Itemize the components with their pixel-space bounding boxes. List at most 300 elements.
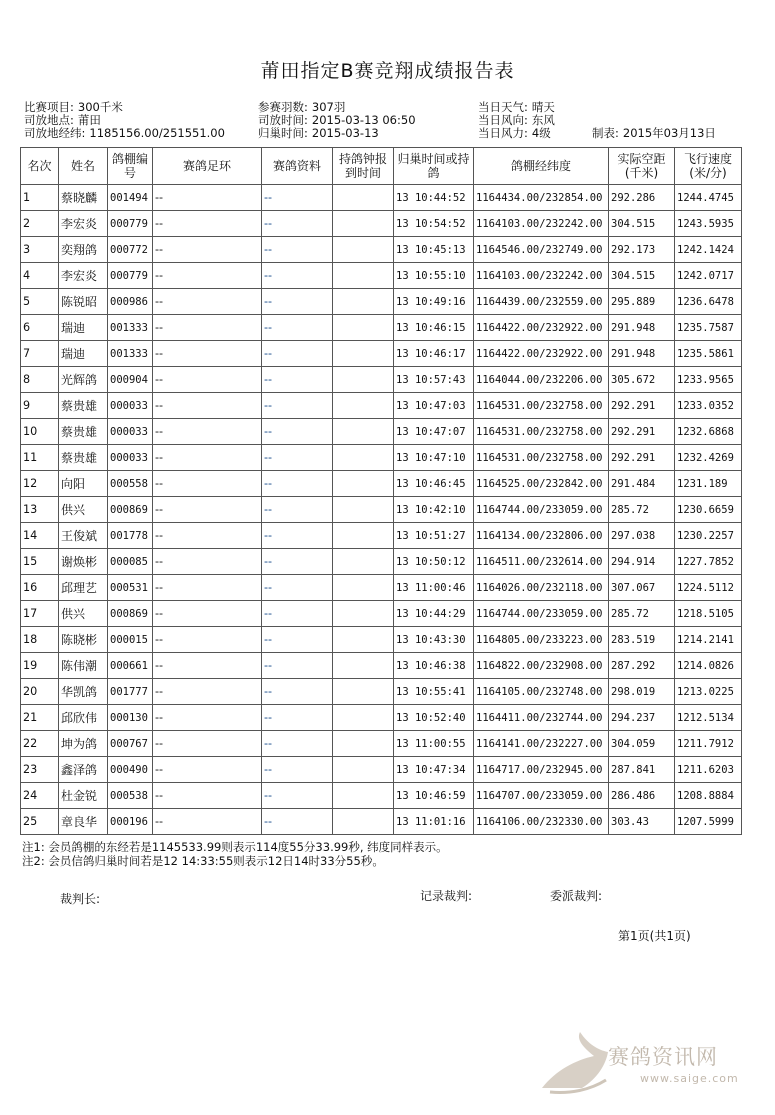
cell-ring: -- xyxy=(153,809,262,835)
cell-time: 13 10:43:30 xyxy=(394,627,474,653)
coord-info xyxy=(24,127,225,140)
cell-time: 13 10:44:52 xyxy=(394,185,474,211)
cell-dist: 294.237 xyxy=(609,705,675,731)
cell-coord: 1164707.00/233059.00 xyxy=(474,783,609,809)
cell-speed: 1207.5999 xyxy=(675,809,742,835)
cell-loft: 000904 xyxy=(108,367,153,393)
cell-rank: 12 xyxy=(21,471,59,497)
cell-speed: 1230.6659 xyxy=(675,497,742,523)
cell-clock xyxy=(333,315,394,341)
cell-dist: 298.019 xyxy=(609,679,675,705)
cell-info: -- xyxy=(262,289,333,315)
assigned-judge-label: 委派裁判: xyxy=(550,889,603,903)
cell-coord: 1164106.00/232330.00 xyxy=(474,809,609,835)
cell-info: -- xyxy=(262,757,333,783)
cell-name: 鑫泽鸽 xyxy=(59,757,108,783)
cell-dist: 305.672 xyxy=(609,367,675,393)
results-table xyxy=(20,147,742,835)
cell-coord: 1164434.00/232854.00 xyxy=(474,185,609,211)
cell-time: 13 10:51:27 xyxy=(394,523,474,549)
cell-speed: 1242.0717 xyxy=(675,263,742,289)
table-row xyxy=(21,809,742,835)
cell-time: 13 11:00:46 xyxy=(394,575,474,601)
cell-ring: -- xyxy=(153,211,262,237)
cell-ring: -- xyxy=(153,445,262,471)
cell-time: 13 10:57:43 xyxy=(394,367,474,393)
cell-dist: 292.286 xyxy=(609,185,675,211)
cell-dist: 287.292 xyxy=(609,653,675,679)
return-value: 2015-03-13 xyxy=(311,126,379,140)
table-row xyxy=(21,705,742,731)
cell-rank: 9 xyxy=(21,393,59,419)
cell-time: 13 10:46:45 xyxy=(394,471,474,497)
cell-clock xyxy=(333,757,394,783)
cell-info: -- xyxy=(262,549,333,575)
cell-ring: -- xyxy=(153,731,262,757)
header-speed: 飞行速度(米/分) xyxy=(675,148,742,185)
cell-speed: 1243.5935 xyxy=(675,211,742,237)
cell-info: -- xyxy=(262,705,333,731)
weather-value: 晴天 xyxy=(531,100,555,114)
table-row xyxy=(21,731,742,757)
cell-ring: -- xyxy=(153,757,262,783)
cell-loft: 000085 xyxy=(108,549,153,575)
cell-clock xyxy=(333,783,394,809)
cell-loft: 000661 xyxy=(108,653,153,679)
cell-clock xyxy=(333,523,394,549)
cell-coord: 1164546.00/232749.00 xyxy=(474,237,609,263)
table-row xyxy=(21,367,742,393)
cell-ring: -- xyxy=(153,471,262,497)
cell-ring: -- xyxy=(153,601,262,627)
cell-coord: 1164103.00/232242.00 xyxy=(474,263,609,289)
cell-loft: 000490 xyxy=(108,757,153,783)
place-value: 莆田 xyxy=(77,113,101,127)
cell-clock xyxy=(333,393,394,419)
cell-coord: 1164134.00/232806.00 xyxy=(474,523,609,549)
cell-info: -- xyxy=(262,419,333,445)
cell-rank: 8 xyxy=(21,367,59,393)
birds-label: 参赛羽数: xyxy=(258,100,308,114)
cell-coord: 1164531.00/232758.00 xyxy=(474,445,609,471)
cell-loft: 000779 xyxy=(108,263,153,289)
cell-info: -- xyxy=(262,731,333,757)
cell-loft: 000772 xyxy=(108,237,153,263)
cell-ring: -- xyxy=(153,289,262,315)
cell-rank: 18 xyxy=(21,627,59,653)
cell-dist: 295.889 xyxy=(609,289,675,315)
cell-info: -- xyxy=(262,601,333,627)
table-row xyxy=(21,315,742,341)
table-row xyxy=(21,497,742,523)
cell-clock xyxy=(333,445,394,471)
cell-speed: 1235.5861 xyxy=(675,341,742,367)
coord-label: 司放地经纬: xyxy=(24,126,86,140)
cell-clock xyxy=(333,601,394,627)
place-label: 司放地点: xyxy=(24,113,74,127)
table-row xyxy=(21,445,742,471)
cell-name: 供兴 xyxy=(59,497,108,523)
cell-info: -- xyxy=(262,185,333,211)
wind-force-value: 4级 xyxy=(531,126,551,140)
cell-time: 13 10:50:12 xyxy=(394,549,474,575)
cell-time: 13 10:46:38 xyxy=(394,653,474,679)
cell-loft: 000033 xyxy=(108,445,153,471)
table-row xyxy=(21,211,742,237)
cell-coord: 1164439.00/232559.00 xyxy=(474,289,609,315)
cell-time: 13 10:47:34 xyxy=(394,757,474,783)
cell-clock xyxy=(333,211,394,237)
cell-dist: 294.914 xyxy=(609,549,675,575)
cell-loft: 000538 xyxy=(108,783,153,809)
cell-rank: 15 xyxy=(21,549,59,575)
table-row xyxy=(21,341,742,367)
cell-rank: 23 xyxy=(21,757,59,783)
cell-loft: 000033 xyxy=(108,419,153,445)
cell-dist: 292.291 xyxy=(609,393,675,419)
cell-info: -- xyxy=(262,627,333,653)
cell-rank: 22 xyxy=(21,731,59,757)
cell-time: 13 11:01:16 xyxy=(394,809,474,835)
cell-dist: 285.72 xyxy=(609,601,675,627)
cell-name: 李宏炎 xyxy=(59,263,108,289)
cell-name: 谢焕彬 xyxy=(59,549,108,575)
cell-loft: 000558 xyxy=(108,471,153,497)
cell-rank: 21 xyxy=(21,705,59,731)
cell-dist: 297.038 xyxy=(609,523,675,549)
cell-info: -- xyxy=(262,315,333,341)
cell-clock xyxy=(333,653,394,679)
table-row xyxy=(21,289,742,315)
cell-dist: 286.486 xyxy=(609,783,675,809)
cell-name: 邱欣伟 xyxy=(59,705,108,731)
cell-speed: 1214.2141 xyxy=(675,627,742,653)
cell-name: 邱理艺 xyxy=(59,575,108,601)
cell-name: 陈伟潮 xyxy=(59,653,108,679)
cell-speed: 1231.189 xyxy=(675,471,742,497)
wind-force-info xyxy=(478,127,551,140)
cell-dist: 292.291 xyxy=(609,445,675,471)
cell-info: -- xyxy=(262,523,333,549)
cell-info: -- xyxy=(262,393,333,419)
cell-coord: 1164511.00/232614.00 xyxy=(474,549,609,575)
cell-coord: 1164105.00/232748.00 xyxy=(474,679,609,705)
cell-clock xyxy=(333,705,394,731)
cell-rank: 24 xyxy=(21,783,59,809)
cell-time: 13 10:46:15 xyxy=(394,315,474,341)
table-row xyxy=(21,419,742,445)
cell-name: 瑞迪 xyxy=(59,341,108,367)
cell-dist: 285.72 xyxy=(609,497,675,523)
header-rank: 名次 xyxy=(21,148,59,185)
watermark-text: 赛鸽资讯网 xyxy=(608,1045,718,1069)
cell-clock xyxy=(333,679,394,705)
cell-speed: 1224.5112 xyxy=(675,575,742,601)
cell-name: 杜金锐 xyxy=(59,783,108,809)
cell-coord: 1164422.00/232922.00 xyxy=(474,341,609,367)
cell-name: 蔡晓麟 xyxy=(59,185,108,211)
watermark-url: www.saige.com xyxy=(640,1072,739,1085)
cell-dist: 291.484 xyxy=(609,471,675,497)
cell-rank: 14 xyxy=(21,523,59,549)
cell-loft: 001333 xyxy=(108,315,153,341)
page-indicator: 第1页(共1页) xyxy=(618,929,691,943)
note-1: 注1: 会员鸽棚的东经若是1145533.99则表示114度55分33.99秒, 纬度同样表示。 xyxy=(22,840,448,854)
cell-loft: 000869 xyxy=(108,497,153,523)
cell-name: 向阳 xyxy=(59,471,108,497)
cell-name: 供兴 xyxy=(59,601,108,627)
wind-dir-value: 东风 xyxy=(531,113,555,127)
cell-rank: 17 xyxy=(21,601,59,627)
cell-clock xyxy=(333,367,394,393)
cell-name: 陈晓彬 xyxy=(59,627,108,653)
table-row xyxy=(21,471,742,497)
cell-ring: -- xyxy=(153,263,262,289)
cell-time: 13 10:52:40 xyxy=(394,705,474,731)
cell-rank: 5 xyxy=(21,289,59,315)
cell-rank: 6 xyxy=(21,315,59,341)
cell-info: -- xyxy=(262,341,333,367)
recorder-judge-label: 记录裁判: xyxy=(420,889,473,903)
cell-ring: -- xyxy=(153,575,262,601)
cell-rank: 7 xyxy=(21,341,59,367)
cell-clock xyxy=(333,471,394,497)
cell-loft: 000767 xyxy=(108,731,153,757)
cell-loft: 001778 xyxy=(108,523,153,549)
cell-name: 王俊斌 xyxy=(59,523,108,549)
cell-clock xyxy=(333,627,394,653)
cell-speed: 1227.7852 xyxy=(675,549,742,575)
cell-time: 13 10:42:10 xyxy=(394,497,474,523)
cell-clock xyxy=(333,237,394,263)
cell-speed: 1211.6203 xyxy=(675,757,742,783)
cell-clock xyxy=(333,419,394,445)
cell-info: -- xyxy=(262,783,333,809)
cell-loft: 000015 xyxy=(108,627,153,653)
cell-time: 13 10:49:16 xyxy=(394,289,474,315)
made-value: 2015年03月13日 xyxy=(622,126,716,140)
cell-speed: 1233.0352 xyxy=(675,393,742,419)
cell-ring: -- xyxy=(153,237,262,263)
cell-info: -- xyxy=(262,367,333,393)
cell-info: -- xyxy=(262,653,333,679)
header-ring: 赛鸽足环 xyxy=(153,148,262,185)
cell-speed: 1242.1424 xyxy=(675,237,742,263)
cell-info: -- xyxy=(262,211,333,237)
cell-info: -- xyxy=(262,263,333,289)
cell-clock xyxy=(333,497,394,523)
weather-label: 当日天气: xyxy=(478,100,528,114)
cell-loft: 000033 xyxy=(108,393,153,419)
cell-loft: 000196 xyxy=(108,809,153,835)
table-row xyxy=(21,627,742,653)
report-title: 莆田指定B赛竞翔成绩报告表 xyxy=(260,60,515,82)
cell-dist: 287.841 xyxy=(609,757,675,783)
made-info xyxy=(592,127,716,140)
cell-rank: 1 xyxy=(21,185,59,211)
cell-coord: 1164822.00/232908.00 xyxy=(474,653,609,679)
cell-name: 华凯鸽 xyxy=(59,679,108,705)
header-time: 归巢时间或持鸽 xyxy=(394,148,474,185)
cell-name: 蔡贵雄 xyxy=(59,445,108,471)
cell-time: 13 10:55:10 xyxy=(394,263,474,289)
table-row xyxy=(21,237,742,263)
cell-coord: 1164026.00/232118.00 xyxy=(474,575,609,601)
header-name: 姓名 xyxy=(59,148,108,185)
table-row xyxy=(21,263,742,289)
cell-speed: 1211.7912 xyxy=(675,731,742,757)
cell-info: -- xyxy=(262,237,333,263)
header-dist: 实际空距(千米) xyxy=(609,148,675,185)
release-value: 2015-03-13 06:50 xyxy=(311,113,416,127)
wind-force-label: 当日风力: xyxy=(478,126,528,140)
event-label: 比赛项目: xyxy=(24,100,74,114)
cell-name: 蔡贵雄 xyxy=(59,393,108,419)
cell-ring: -- xyxy=(153,341,262,367)
cell-speed: 1235.7587 xyxy=(675,315,742,341)
cell-coord: 1164044.00/232206.00 xyxy=(474,367,609,393)
cell-dist: 292.291 xyxy=(609,419,675,445)
return-info xyxy=(258,127,379,140)
table-row xyxy=(21,523,742,549)
cell-clock xyxy=(333,263,394,289)
cell-coord: 1164411.00/232744.00 xyxy=(474,705,609,731)
cell-ring: -- xyxy=(153,367,262,393)
cell-speed: 1214.0826 xyxy=(675,653,742,679)
cell-loft: 001777 xyxy=(108,679,153,705)
cell-loft: 000531 xyxy=(108,575,153,601)
header-coord: 鸽棚经纬度 xyxy=(474,148,609,185)
cell-ring: -- xyxy=(153,393,262,419)
table-row xyxy=(21,601,742,627)
cell-rank: 16 xyxy=(21,575,59,601)
cell-coord: 1164103.00/232242.00 xyxy=(474,211,609,237)
note-2: 注2: 会员信鸽归巢时间若是12 14:33:55则表示12日14时33分55秒。 xyxy=(22,854,384,868)
chief-judge-label: 裁判长: xyxy=(60,892,101,906)
cell-ring: -- xyxy=(153,783,262,809)
cell-info: -- xyxy=(262,471,333,497)
cell-dist: 303.43 xyxy=(609,809,675,835)
cell-time: 13 10:47:03 xyxy=(394,393,474,419)
cell-info: -- xyxy=(262,497,333,523)
cell-info: -- xyxy=(262,809,333,835)
cell-time: 13 10:47:10 xyxy=(394,445,474,471)
cell-ring: -- xyxy=(153,653,262,679)
cell-clock xyxy=(333,289,394,315)
cell-rank: 11 xyxy=(21,445,59,471)
header-info: 赛鸽资料 xyxy=(262,148,333,185)
cell-name: 蔡贵雄 xyxy=(59,419,108,445)
cell-clock xyxy=(333,575,394,601)
cell-speed: 1236.6478 xyxy=(675,289,742,315)
made-label: 制表: xyxy=(592,126,619,140)
results-body xyxy=(21,185,742,835)
table-row xyxy=(21,653,742,679)
cell-loft: 000779 xyxy=(108,211,153,237)
cell-coord: 1164744.00/233059.00 xyxy=(474,601,609,627)
birds-value: 307羽 xyxy=(311,100,346,114)
cell-rank: 19 xyxy=(21,653,59,679)
cell-time: 13 10:44:29 xyxy=(394,601,474,627)
cell-ring: -- xyxy=(153,627,262,653)
cell-name: 李宏炎 xyxy=(59,211,108,237)
cell-ring: -- xyxy=(153,549,262,575)
cell-ring: -- xyxy=(153,185,262,211)
cell-rank: 10 xyxy=(21,419,59,445)
cell-speed: 1230.2257 xyxy=(675,523,742,549)
cell-name: 章良华 xyxy=(59,809,108,835)
cell-time: 13 10:55:41 xyxy=(394,679,474,705)
cell-rank: 25 xyxy=(21,809,59,835)
cell-coord: 1164805.00/233223.00 xyxy=(474,627,609,653)
header-clock: 持鸽钟报到时间 xyxy=(333,148,394,185)
cell-ring: -- xyxy=(153,497,262,523)
cell-dist: 291.948 xyxy=(609,315,675,341)
cell-time: 13 10:54:52 xyxy=(394,211,474,237)
cell-time: 13 10:45:13 xyxy=(394,237,474,263)
cell-clock xyxy=(333,549,394,575)
cell-ring: -- xyxy=(153,679,262,705)
cell-coord: 1164531.00/232758.00 xyxy=(474,393,609,419)
cell-loft: 000869 xyxy=(108,601,153,627)
header-loft: 鸽棚编号 xyxy=(108,148,153,185)
cell-time: 13 10:46:59 xyxy=(394,783,474,809)
cell-speed: 1232.4269 xyxy=(675,445,742,471)
cell-coord: 1164141.00/232227.00 xyxy=(474,731,609,757)
table-row xyxy=(21,757,742,783)
cell-ring: -- xyxy=(153,315,262,341)
cell-info: -- xyxy=(262,445,333,471)
cell-info: -- xyxy=(262,575,333,601)
cell-dist: 304.059 xyxy=(609,731,675,757)
cell-coord: 1164717.00/232945.00 xyxy=(474,757,609,783)
cell-dist: 291.948 xyxy=(609,341,675,367)
cell-name: 奕翔鸽 xyxy=(59,237,108,263)
cell-ring: -- xyxy=(153,419,262,445)
cell-rank: 2 xyxy=(21,211,59,237)
table-row xyxy=(21,575,742,601)
table-row xyxy=(21,783,742,809)
cell-dist: 304.515 xyxy=(609,263,675,289)
table-row xyxy=(21,393,742,419)
cell-clock xyxy=(333,185,394,211)
cell-coord: 1164525.00/232842.00 xyxy=(474,471,609,497)
cell-coord: 1164744.00/233059.00 xyxy=(474,497,609,523)
cell-time: 13 10:47:07 xyxy=(394,419,474,445)
cell-speed: 1213.0225 xyxy=(675,679,742,705)
cell-speed: 1212.5134 xyxy=(675,705,742,731)
cell-dist: 283.519 xyxy=(609,627,675,653)
wind-dir-label: 当日风向: xyxy=(478,113,528,127)
cell-speed: 1244.4745 xyxy=(675,185,742,211)
cell-loft: 000986 xyxy=(108,289,153,315)
cell-speed: 1218.5105 xyxy=(675,601,742,627)
cell-rank: 20 xyxy=(21,679,59,705)
table-row xyxy=(21,185,742,211)
cell-rank: 3 xyxy=(21,237,59,263)
coord-value: 1185156.00/251551.00 xyxy=(89,126,225,140)
cell-ring: -- xyxy=(153,705,262,731)
cell-rank: 4 xyxy=(21,263,59,289)
cell-loft: 001494 xyxy=(108,185,153,211)
cell-coord: 1164422.00/232922.00 xyxy=(474,315,609,341)
cell-loft: 001333 xyxy=(108,341,153,367)
cell-name: 光辉鸽 xyxy=(59,367,108,393)
event-value: 300千米 xyxy=(77,100,123,114)
cell-time: 13 10:46:17 xyxy=(394,341,474,367)
cell-dist: 307.067 xyxy=(609,575,675,601)
cell-clock xyxy=(333,809,394,835)
